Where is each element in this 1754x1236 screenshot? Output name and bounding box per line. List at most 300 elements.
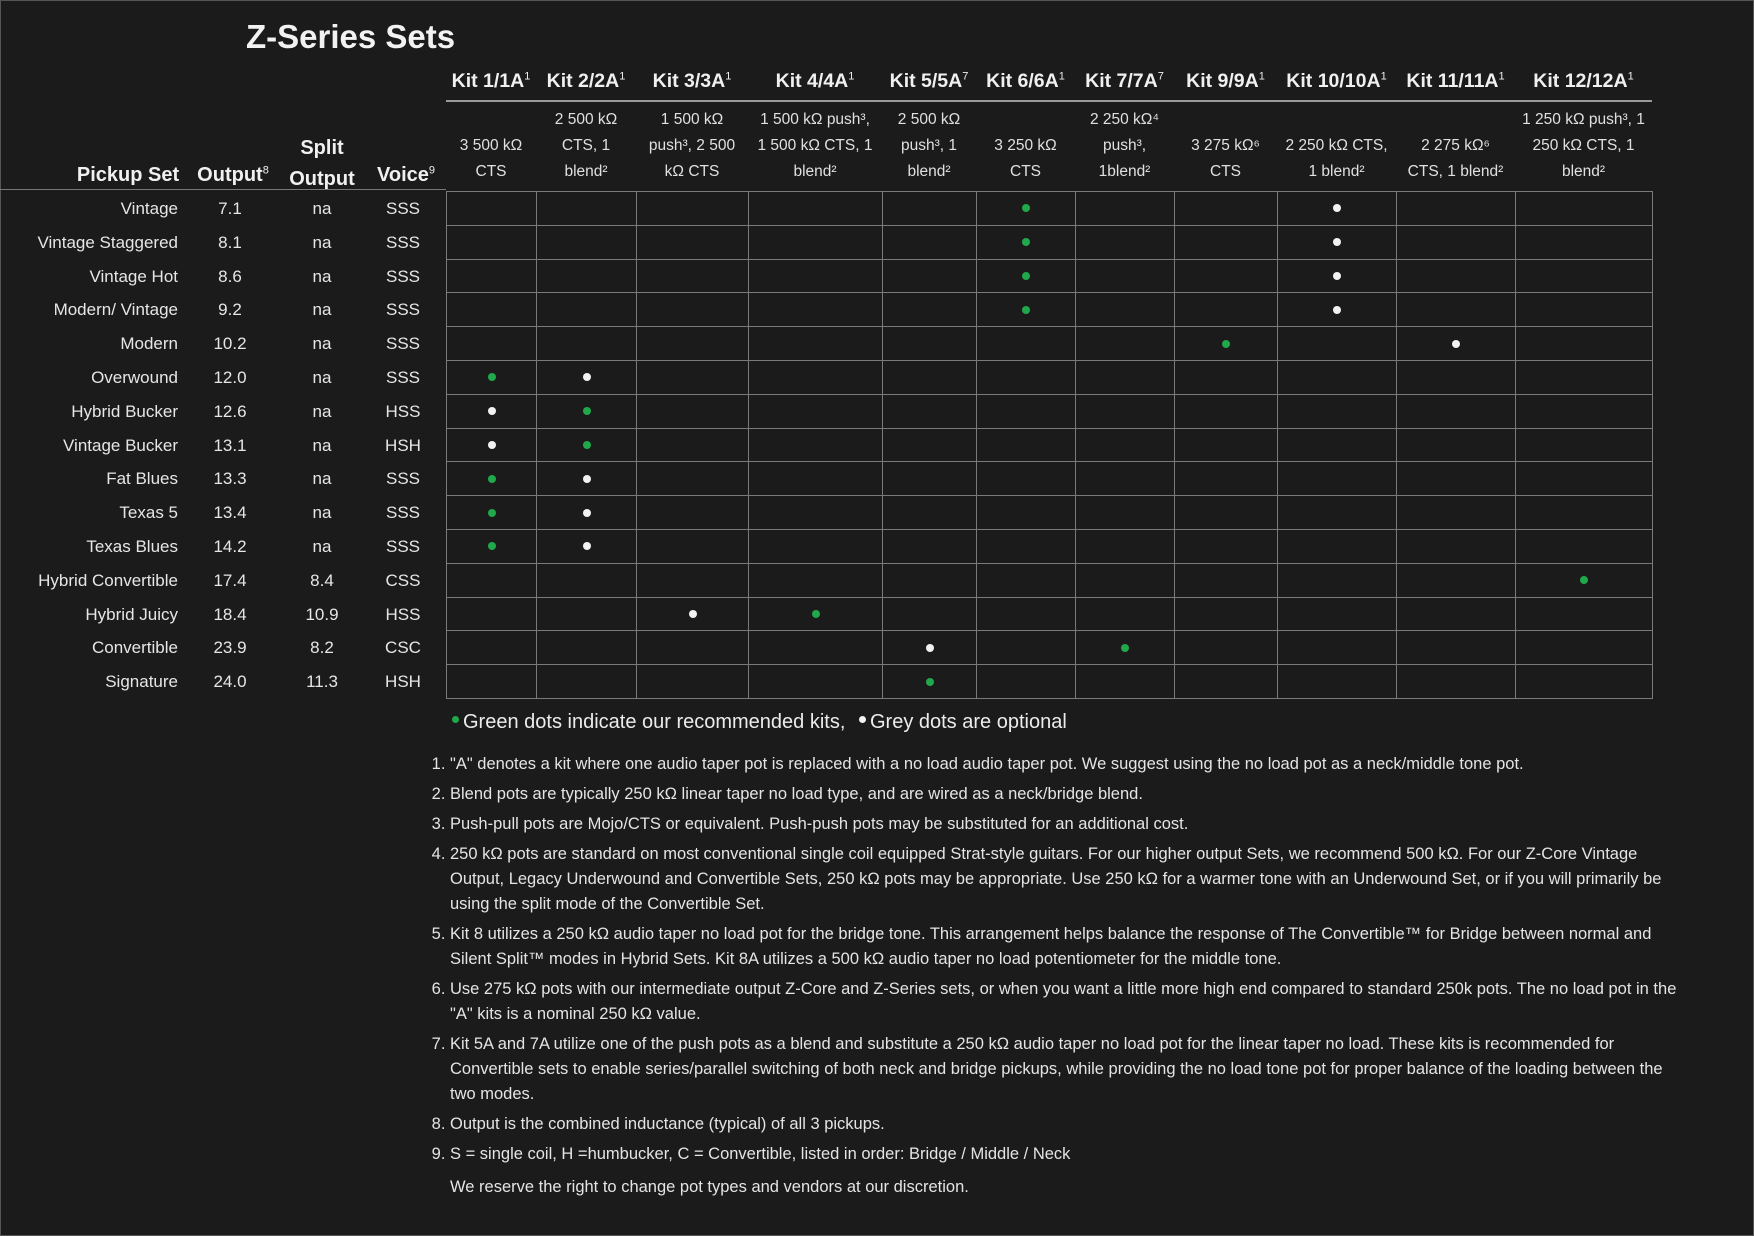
output-value: 18.4 [213, 604, 247, 624]
voice-value: HSH [385, 435, 421, 455]
kit-label: Kit 12/12A [1533, 70, 1628, 92]
grid-cell [1397, 293, 1516, 327]
voice-value: HSS [385, 604, 421, 624]
grid-cell [1076, 293, 1175, 327]
pickup-set-row [0, 326, 446, 360]
grid-cell [1175, 225, 1278, 259]
grid-cell [1175, 529, 1278, 563]
grid-cell [1516, 597, 1653, 631]
kit-header [532, 70, 640, 100]
footnote-item: 2. Blend pots are typically 250 kΩ linear taper no load type, and are wired as a neck/bridge blend. [450, 782, 1690, 807]
output-value: 13.3 [213, 469, 247, 489]
grid-cell [637, 327, 749, 361]
grid-cell [1076, 192, 1175, 226]
kit-footnote-ref: 1 [619, 70, 626, 83]
grid-cell [1397, 394, 1516, 428]
grid-cell [447, 665, 537, 699]
voice-header-text: Voice [377, 164, 429, 186]
recommended-dot-icon [583, 441, 591, 449]
grid-cell [977, 259, 1076, 293]
grid-cell [537, 665, 637, 699]
output-value: 13.1 [213, 435, 247, 455]
kit-footnote-ref: 7 [1157, 70, 1164, 83]
grid-cell [537, 360, 637, 394]
output-value: 13.4 [213, 503, 247, 523]
grid-cell [637, 259, 749, 293]
grid-cell [883, 597, 977, 631]
grid-cell [1076, 563, 1175, 597]
kit-footnote-ref: 1 [1380, 70, 1387, 83]
grid-cell [637, 496, 749, 530]
grid-cell [537, 293, 637, 327]
footnote-item: 8. Output is the combined inductance (typical) of all 3 pickups. [450, 1112, 1690, 1137]
grid-cell [749, 597, 883, 631]
grid-cell [883, 225, 977, 259]
grid-cell [1175, 631, 1278, 665]
grid-cell [447, 597, 537, 631]
grid-cell [977, 293, 1076, 327]
recommended-dot-icon [488, 542, 496, 550]
kit-header [878, 70, 980, 100]
grid-cell [447, 394, 537, 428]
footnote-item: 6. Use 275 kΩ pots with our intermediate output Z-Core and Z-Series sets, or when you want a little more high end compared to standard 250k pots. The no load pot in the "A" kits is a nominal 250 kΩ value. [450, 977, 1690, 1027]
voice-value: SSS [385, 469, 421, 489]
grid-cell [1397, 192, 1516, 226]
pickup-set-name: Fat Blues [106, 469, 178, 489]
kit-header [632, 70, 752, 100]
grid-cell [1397, 225, 1516, 259]
grid-cell [1175, 597, 1278, 631]
legend-grey-text: Grey dots are optional [869, 711, 1067, 733]
grid-cell [537, 563, 637, 597]
grid-cell [537, 496, 637, 530]
optional-dot-icon [689, 610, 697, 618]
grid-cell [1175, 462, 1278, 496]
grid-cell [977, 462, 1076, 496]
grid-cell [1175, 428, 1278, 462]
grid-cell [1175, 327, 1278, 361]
voice-value: SSS [385, 537, 421, 556]
kit-header [442, 70, 540, 100]
grid-cell [749, 462, 883, 496]
grid-cell [977, 327, 1076, 361]
footnote-item: 1. "A" denotes a kit where one audio taper pot is replaced with a no load audio taper pot. We suggest using the no load pot as a neck/middle tone pot. [450, 752, 1690, 777]
grid-cell [883, 192, 977, 226]
split-output-value: na [312, 469, 332, 489]
optional-dot-icon [583, 475, 591, 483]
grid-cell [1278, 631, 1397, 665]
grid-cell [977, 428, 1076, 462]
grid-cell [883, 665, 977, 699]
grid-cell [749, 360, 883, 394]
pickup-set-header [76, 164, 180, 187]
grid-cell [883, 462, 977, 496]
kit-label: Kit 1/1A [451, 70, 525, 92]
voice-value: CSC [385, 638, 421, 658]
grid-cell [1076, 428, 1175, 462]
legend-green-text: Green dots indicate our recommended kits, [463, 711, 846, 733]
pickup-set-row [0, 461, 446, 495]
kit-label: Kit 7/7A [1085, 70, 1158, 92]
recommended-dot-icon [488, 475, 496, 483]
grid-cell [977, 597, 1076, 631]
grid-cell [637, 665, 749, 699]
grid-cell [1076, 259, 1175, 293]
optional-dot-icon [1333, 238, 1341, 246]
kit-footnote-ref: 1 [1058, 70, 1065, 83]
grid-cell [1175, 360, 1278, 394]
split-output-value: na [312, 401, 332, 421]
grid-row [447, 496, 1653, 530]
grid-cell [1076, 462, 1175, 496]
output-header [190, 164, 276, 187]
grid-cell [977, 529, 1076, 563]
split-output-value: na [312, 503, 332, 523]
output-value: 24.0 [213, 672, 247, 692]
grid-cell [1278, 360, 1397, 394]
voice-header [372, 164, 440, 187]
grid-cell [1175, 192, 1278, 226]
grid-row [447, 327, 1653, 361]
grid-cell [637, 360, 749, 394]
grid-cell [883, 631, 977, 665]
grid-cell [977, 192, 1076, 226]
kit-pot-description: 3 275 kΩ⁶ CTS [1191, 137, 1260, 180]
kit-pot-description: 2 275 kΩ⁶ CTS, 1 blend² [1407, 137, 1504, 180]
grid-cell [637, 192, 749, 226]
grid-cell [637, 428, 749, 462]
grid-cell [749, 631, 883, 665]
pickup-set-name: Vintage Hot [89, 266, 178, 286]
grid-cell [977, 665, 1076, 699]
grid-cell [1175, 259, 1278, 293]
kit-pot-description: 2 250 kΩ⁴ push³, 1blend² [1089, 111, 1160, 180]
footnote-item: 4. 250 kΩ pots are standard on most conventional single coil equipped Strat-style guitars. For our higher output Sets, we recommend 500 kΩ. For our Z-Core Vintage Output, Legacy Underwound and Convertible Sets, 250 kΩ pots may be appropriate. Use 250 kΩ for a warmer tone with an Underwound Set, or if you will primarily be using the split mode of the Convertible Set. [450, 842, 1690, 917]
grid-cell [1175, 394, 1278, 428]
recommended-dot-icon [488, 373, 496, 381]
optional-dot-icon [1333, 204, 1341, 212]
voice-value: SSS [385, 503, 421, 523]
grid-row [447, 462, 1653, 496]
grid-cell [1516, 192, 1653, 226]
grid-cell [1397, 259, 1516, 293]
grid-cell [1397, 665, 1516, 699]
optional-dot-icon [1333, 306, 1341, 314]
kit-pot-description: 2 500 kΩ push³, 1 blend² [897, 111, 961, 180]
output-value: 9.2 [218, 300, 242, 320]
split-output-value: na [312, 199, 332, 218]
grid-cell [1278, 327, 1397, 361]
pickup-set-row [0, 630, 446, 664]
split-output-value: 10.9 [305, 604, 339, 624]
grid-cell [537, 259, 637, 293]
kit-header-underline [446, 100, 1652, 102]
grid-cell [1076, 327, 1175, 361]
kit-pot-description: 3 500 kΩ CTS [459, 137, 523, 180]
kit-footnote-ref: 1 [1627, 70, 1634, 83]
grid-cell [1278, 192, 1397, 226]
kit-footnote-ref: 1 [725, 70, 732, 83]
grid-cell [447, 225, 537, 259]
grid-cell [883, 496, 977, 530]
voice-value: SSS [385, 334, 421, 354]
split-output-value: na [312, 232, 332, 252]
optional-dot-icon [1452, 340, 1460, 348]
grid-cell [1076, 360, 1175, 394]
split-header-line1: Split [300, 137, 344, 159]
recommended-dot-icon [1022, 238, 1030, 246]
grid-cell [1175, 496, 1278, 530]
kit-pot-description: 1 250 kΩ push³, 1 250 kΩ CTS, 1 blend² [1522, 111, 1645, 180]
grid-cell [883, 529, 977, 563]
kit-header [1392, 70, 1519, 100]
left-header-underline [0, 189, 446, 190]
pickup-set-row [0, 495, 446, 529]
grid-cell [637, 293, 749, 327]
grid-cell [1076, 394, 1175, 428]
grid-cell [883, 259, 977, 293]
kit-pot-description: 2 500 kΩ CTS, 1 blend² [554, 111, 618, 180]
grid-cell [1516, 360, 1653, 394]
grid-cell [749, 259, 883, 293]
kit-label: Kit 9/9A [1186, 70, 1259, 92]
pickup-set-name: Vintage Staggered [37, 232, 178, 252]
grid-cell [1516, 394, 1653, 428]
pickup-set-row [0, 394, 446, 428]
grid-cell [1516, 428, 1653, 462]
grid-cell [1397, 428, 1516, 462]
grid-row [447, 631, 1653, 665]
grid-cell [1516, 563, 1653, 597]
kit-header [744, 70, 886, 100]
split-output-value: 8.2 [310, 638, 334, 658]
pickup-set-name: Modern/ Vintage [53, 300, 178, 320]
kit-pot-description: 2 250 kΩ CTS, 1 blend² [1285, 137, 1388, 180]
grid-cell [1397, 597, 1516, 631]
grid-cell [637, 563, 749, 597]
kit-label: Kit 10/10A [1286, 70, 1381, 92]
voice-value: CSS [385, 570, 421, 590]
grid-row [447, 394, 1653, 428]
recommended-dot-icon [1121, 644, 1129, 652]
recommended-dot-icon [1580, 576, 1588, 584]
grid-cell [977, 631, 1076, 665]
grid-cell [1516, 529, 1653, 563]
grid-cell [1076, 665, 1175, 699]
optional-dot-icon [583, 509, 591, 517]
footnote-item: 5. Kit 8 utilizes a 250 kΩ audio taper no load pot for the bridge tone. This arrangement helps balance the response of The Convertible™ for Bridge between normal and Silent Split™ modes in Hybrid Sets. Kit 8A utilizes a 500 kΩ audio taper no load potentiometer for the middle tone. [450, 922, 1690, 972]
grid-cell [1516, 327, 1653, 361]
grid-row [447, 293, 1653, 327]
grid-cell [977, 563, 1076, 597]
grid-cell [977, 496, 1076, 530]
grid-cell [749, 327, 883, 361]
grid-cell [1516, 293, 1653, 327]
grid-cell [883, 327, 977, 361]
grid-row [447, 665, 1653, 699]
pickup-set-row [0, 664, 446, 698]
split-output-value: na [312, 537, 332, 556]
grid-cell [749, 563, 883, 597]
kit-header [1071, 70, 1178, 100]
voice-value: SSS [385, 266, 421, 286]
split-output-header [286, 133, 358, 195]
grid-cell [1397, 563, 1516, 597]
grid-cell [537, 631, 637, 665]
pickup-set-name: Hybrid Juicy [85, 604, 178, 624]
grid-cell [1278, 259, 1397, 293]
optional-dot-icon [488, 407, 496, 415]
grid-cell [447, 496, 537, 530]
grid-cell [1516, 665, 1653, 699]
pickup-set-row [0, 292, 446, 326]
kit-pot-description: 1 500 kΩ push³, 2 500 kΩ CTS [648, 111, 736, 180]
recommended-dot-icon [1222, 340, 1230, 348]
split-output-value: na [312, 300, 332, 320]
output-footnote-ref: 8 [262, 164, 269, 177]
green-dot-icon [452, 716, 459, 723]
grid-cell [537, 597, 637, 631]
grid-cell [447, 327, 537, 361]
grid-cell [749, 225, 883, 259]
grey-dot-icon [859, 716, 866, 723]
grid-cell [883, 394, 977, 428]
output-value: 17.4 [213, 570, 247, 590]
split-output-value: 11.3 [306, 672, 338, 692]
grid-cell [883, 428, 977, 462]
kit-compatibility-grid [446, 191, 1653, 699]
output-value: 8.6 [218, 266, 242, 286]
grid-cell [447, 563, 537, 597]
grid-cell [1278, 665, 1397, 699]
grid-cell [977, 225, 1076, 259]
pickup-set-name: Vintage Bucker [63, 435, 178, 455]
output-value: 12.6 [213, 401, 247, 421]
grid-cell [883, 293, 977, 327]
pickup-set-name: Convertible [92, 638, 178, 658]
dot-legend [452, 711, 1067, 734]
grid-cell [1175, 665, 1278, 699]
grid-cell [1397, 360, 1516, 394]
grid-cell [749, 665, 883, 699]
voice-value: SSS [385, 199, 421, 218]
grid-cell [447, 428, 537, 462]
pickup-set-name: Texas Blues [86, 537, 178, 556]
kit-pot-description: 1 500 kΩ push³, 1 500 kΩ CTS, 1 blend² [757, 111, 873, 180]
grid-cell [1278, 496, 1397, 530]
optional-dot-icon [1333, 272, 1341, 280]
pickup-set-name: Signature [105, 672, 178, 692]
optional-dot-icon [583, 542, 591, 550]
grid-cell [637, 394, 749, 428]
grid-cell [749, 394, 883, 428]
recommended-dot-icon [1022, 272, 1030, 280]
grid-cell [1076, 631, 1175, 665]
kit-footnote-ref: 1 [1498, 70, 1505, 83]
split-output-value: na [312, 266, 332, 286]
grid-row [447, 563, 1653, 597]
grid-cell [637, 631, 749, 665]
grid-cell [1397, 327, 1516, 361]
grid-row [447, 192, 1653, 226]
grid-cell [447, 293, 537, 327]
pickup-set-row [0, 259, 446, 293]
grid-cell [537, 225, 637, 259]
kit-header [1170, 70, 1281, 100]
grid-cell [1076, 597, 1175, 631]
output-value: 8.1 [218, 232, 242, 252]
grid-cell [537, 462, 637, 496]
optional-dot-icon [926, 644, 934, 652]
recommended-dot-icon [1022, 306, 1030, 314]
grid-cell [1397, 631, 1516, 665]
output-header-text: Output [197, 164, 263, 186]
grid-cell [637, 597, 749, 631]
grid-cell [637, 529, 749, 563]
grid-cell [977, 394, 1076, 428]
grid-cell [1076, 529, 1175, 563]
split-output-value: na [312, 368, 332, 387]
kit-label: Kit 4/4A [775, 70, 849, 92]
grid-cell [1516, 259, 1653, 293]
split-header-line2: Output [289, 168, 355, 190]
grid-cell [1278, 529, 1397, 563]
grid-cell [447, 192, 537, 226]
grid-cell [447, 631, 537, 665]
grid-cell [637, 462, 749, 496]
split-output-value: 8.4 [310, 570, 334, 590]
grid-cell [1516, 462, 1653, 496]
grid-cell [1278, 394, 1397, 428]
grid-cell [1278, 428, 1397, 462]
kit-header [1511, 70, 1656, 100]
grid-cell [1278, 293, 1397, 327]
page-title: Z-Series Sets [246, 18, 456, 55]
pickup-set-name: Vintage [120, 199, 178, 218]
grid-cell [883, 360, 977, 394]
voice-value: HSH [385, 672, 421, 692]
grid-cell [537, 327, 637, 361]
footnote-item: 7. Kit 5A and 7A utilize one of the push pots as a blend and substitute a 250 kΩ audio taper no load pot for the linear taper no load. These kits is recommended for Convertible sets to enable series/parallel switching of both neck and bridge pickups, while providing the no load tone pot for proper balance of the loading between the two modes. [450, 1032, 1690, 1107]
grid-cell [537, 394, 637, 428]
kit-header [1273, 70, 1400, 100]
grid-cell [977, 360, 1076, 394]
grid-row [447, 428, 1653, 462]
pickup-set-row [0, 428, 446, 462]
recommended-dot-icon [926, 678, 934, 686]
pickup-set-row [0, 360, 446, 394]
kit-label: Kit 5/5A [889, 70, 963, 92]
kit-footnote-ref: 1 [848, 70, 855, 83]
kit-header [972, 70, 1079, 100]
grid-cell [749, 293, 883, 327]
kit-footnote-ref: 7 [962, 70, 969, 83]
kit-pot-description: 3 250 kΩ CTS [994, 137, 1057, 180]
grid-row [447, 225, 1653, 259]
pickup-set-row [0, 191, 446, 225]
grid-row [447, 529, 1653, 563]
grid-cell [1278, 597, 1397, 631]
grid-cell [1516, 496, 1653, 530]
grid-cell [447, 462, 537, 496]
kit-label: Kit 6/6A [986, 70, 1059, 92]
grid-cell [637, 225, 749, 259]
grid-cell [1278, 225, 1397, 259]
grid-cell [749, 428, 883, 462]
output-value: 10.2 [213, 334, 247, 354]
grid-cell [1278, 462, 1397, 496]
voice-footnote-ref: 9 [428, 164, 435, 177]
